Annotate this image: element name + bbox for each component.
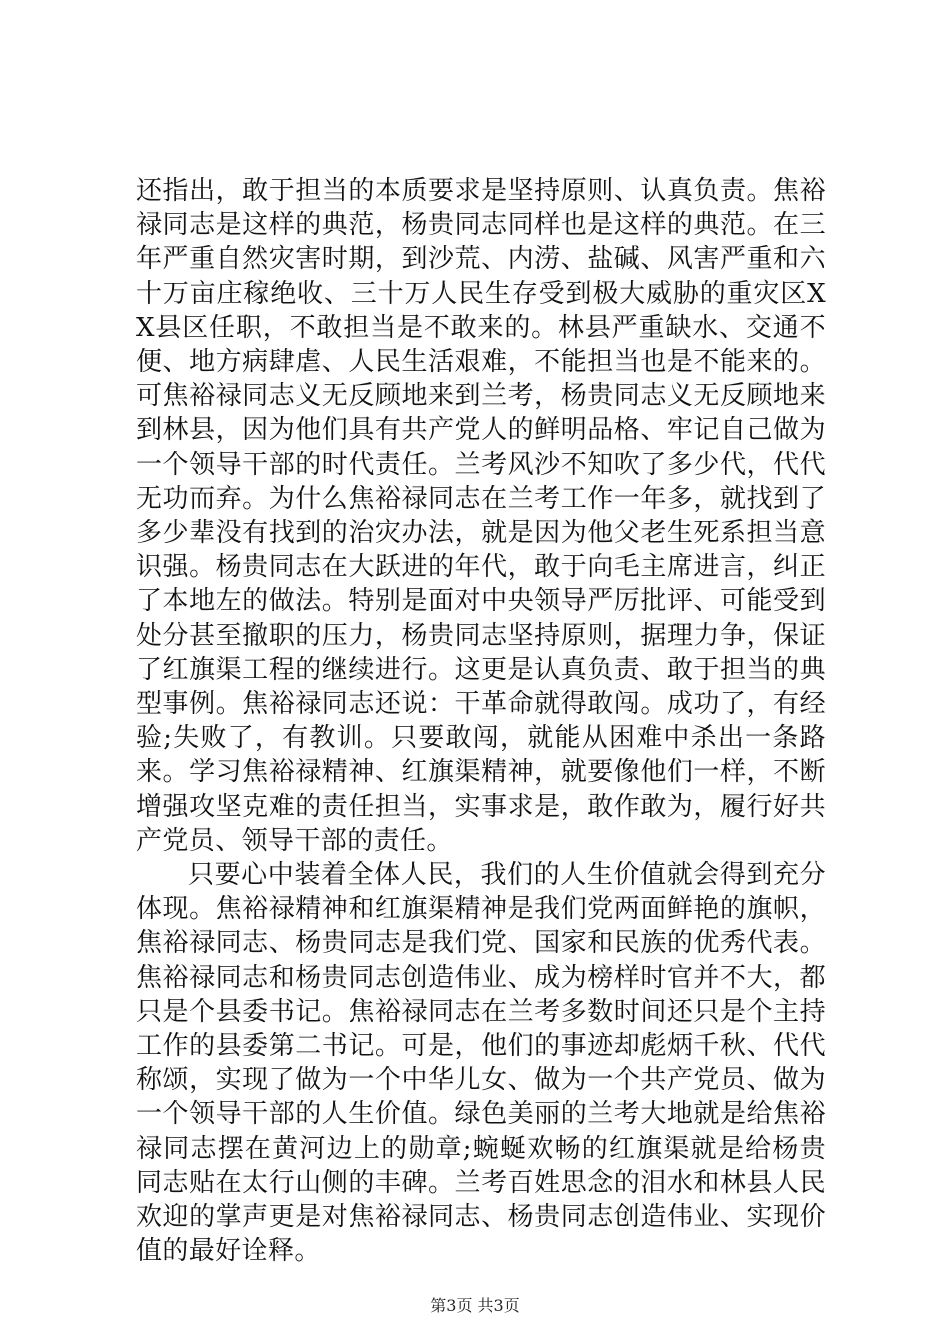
document-body [136, 174, 826, 1269]
paragraph-2: 只要心中装着全体人民，我们的人生价值就会得到充分体现。焦裕禄精神和红旗渠精神是我们党两面鲜艳的旗帜，焦裕禄同志、杨贵同志是我们党、国家和民族的优秀代表。焦裕禄同志和杨贵同志创造伟业、成为榜样时官并不大，都只是个县委书记。焦裕禄同志在兰考多数时间还只是个主持工作的县委第二书记。可是，他们的事迹却彪炳千秋、代代称颂，实现了做为一个中华儿女、做为一个共产党员、做为一个领导干部的人生价值。绿色美丽的兰考大地就是给焦裕禄同志摆在黄河边上的勋章;蜿蜒欢畅的红旗渠就是给杨贵同志贴在太行山侧的丰碑。兰考百姓思念的泪水和林县人民欢迎的掌声更是对焦裕禄同志、杨贵同志创造伟业、实现价值的最好诠释。 [136, 860, 826, 1267]
page-footer: 第3页 共3页 [430, 1296, 520, 1315]
paragraph-1: 还指出，敢于担当的本质要求是坚持原则、认真负责。焦裕禄同志是这样的典范，杨贵同志同样也是这样的典范。在三年严重自然灾害时期，到沙荒、内涝、盐碱、风害严重和六十万亩庄稼绝收、三十万人民生存受到极大威胁的重灾区XX县区任职，不敢担当是不敢来的。林县严重缺水、交通不便、地方病肆虐、人民生活艰难，不能担当也是不能来的。可焦裕禄同志义无反顾地来到兰考，杨贵同志义无反顾地来到林县，因为他们具有共产党人的鲜明品格、牢记自己做为一个领导干部的时代责任。兰考风沙不知吹了多少代，代代无功而弃。为什么焦裕禄同志在兰考工作一年多，就找到了多少辈没有找到的治灾办法，就是因为他父老生死系担当意识强。杨贵同志在大跃进的年代，敢于向毛主席进言，纠正了本地左的做法。特别是面对中央领导严厉批评、可能受到处分甚至撤职的压力，杨贵同志坚持原则，据理力争，保证了红旗渠工程的继续进行。这更是认真负责、敢于担当的典型事例。焦裕禄同志还说：干革命就得敢闯。成功了，有经验;失败了，有教训。只要敢闯，就能从困难中杀出一条路来。学习焦裕禄精神、红旗渠精神，就要像他们一样，不断增强攻坚克难的责任担当，实事求是，敢作敢为，履行好共产党员、领导干部的责任。 [136, 176, 826, 856]
